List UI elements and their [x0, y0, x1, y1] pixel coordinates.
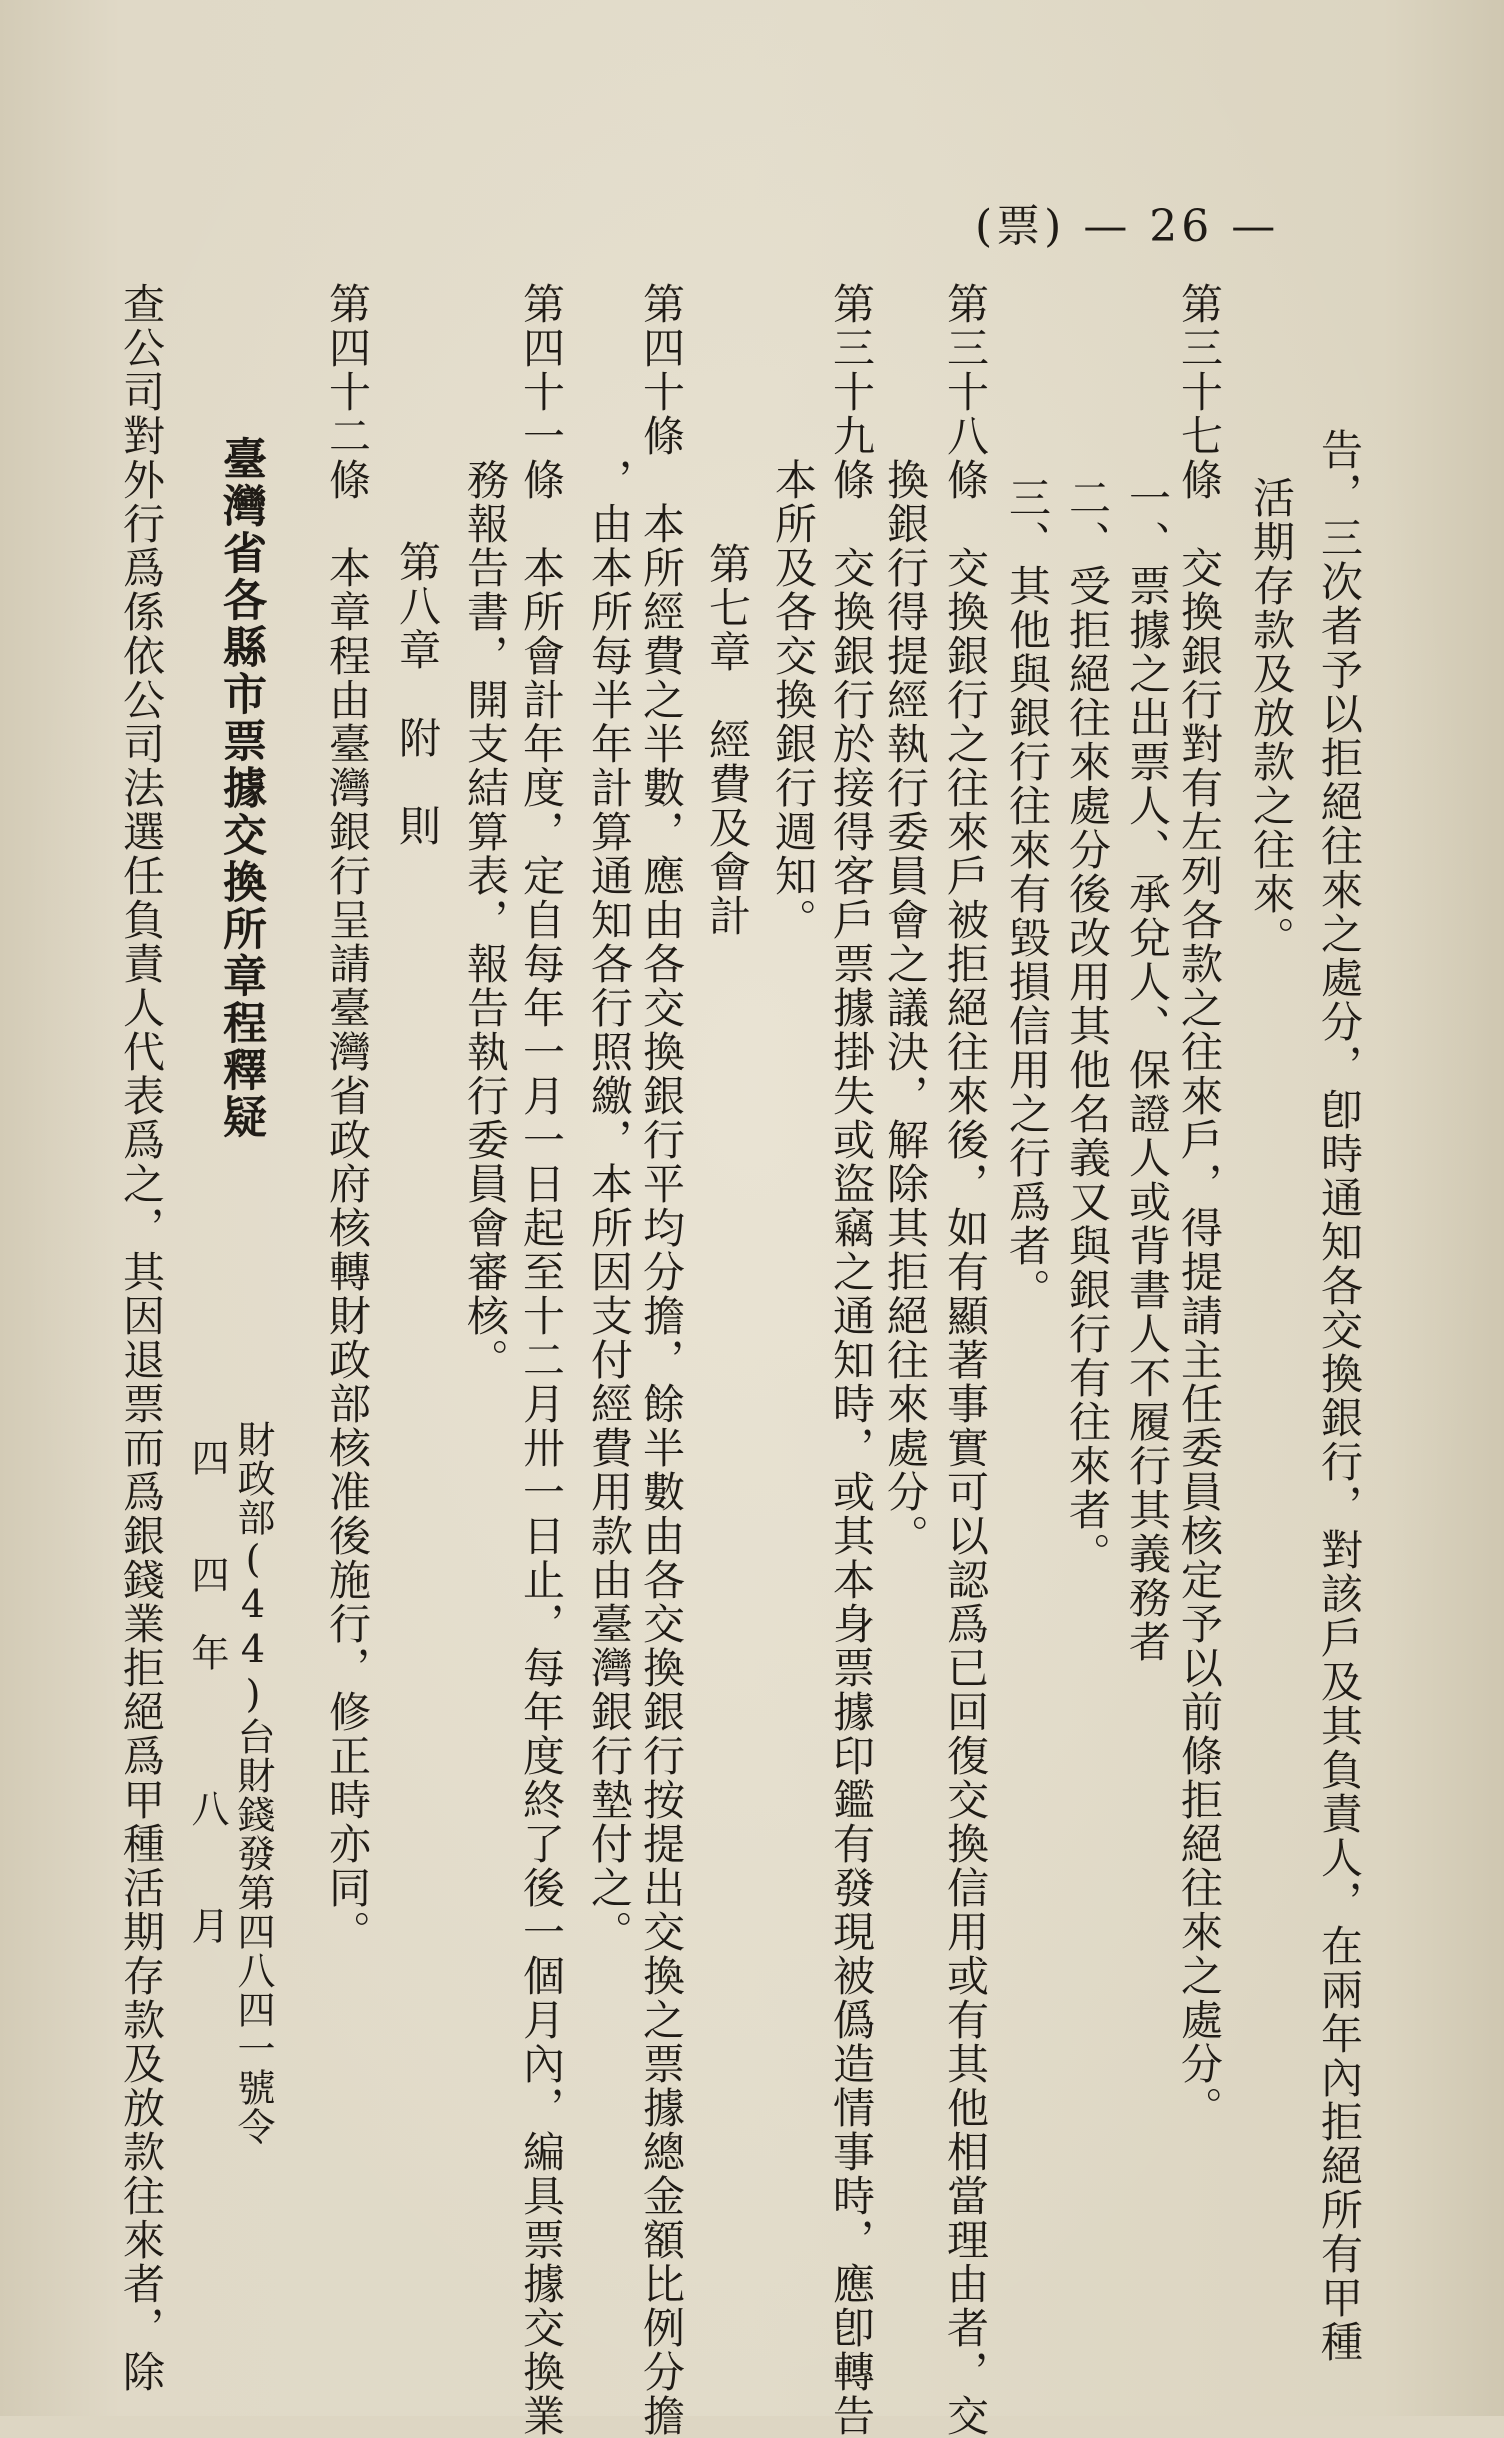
text-column: 務報告書，開支結算表，報告執行委員會審核。 — [461, 458, 510, 1382]
decree-date: 四 四 年 八 月 — [185, 1438, 229, 1945]
article-38: 第三十八條 交換銀行之往來戶被拒絕往來後，如有顯著事實可以認爲已回復交換信用或有其他相當理由者，交 — [941, 282, 990, 2438]
decree-reference: 財政部(44)台財錢發第四八四一號令 — [231, 1420, 275, 2146]
text-column: 活期存款及放款之往來。 — [1247, 476, 1296, 960]
page-header: (票) — 26 — — [975, 201, 1280, 252]
section-title: 臺灣省各縣市票據交換所章程釋疑 — [215, 436, 266, 1141]
article-42: 第四十二條 本章程由臺灣銀行呈請臺灣省政府核轉財政部核准後施行，修正時亦同。 — [323, 282, 372, 1954]
text-column: 本所及各交換銀行週知。 — [769, 458, 818, 942]
article-39: 第三十九條 交換銀行於接得客戶票據掛失或盜竊之通知時，或其本身票據印鑑有發現被僞造情事時，應卽轉告 — [827, 282, 876, 2438]
text-column: 查公司對外行爲係依公司法選任負責人代表爲之，其因退票而爲銀錢業拒絕爲甲種活期存款及放款往來者，除 — [117, 282, 166, 2394]
article-37-item-2: 二、受拒絕往來處分後改用其他名義又與銀行有往來者。 — [1063, 476, 1112, 1576]
article-37: 第三十七條 交換銀行對有左列各款之往來戶，得提請主任委員核定予以前條拒絕往來之處分。 — [1175, 282, 1224, 2130]
article-37-item-3: 三、其他與銀行往來有毀損信用之行爲者。 — [1003, 476, 1052, 1312]
article-41: 第四十一條 本所會計年度，定自每年一月一日起至十二月卅一日止，每年度終了後一個月內，編具票據交換業 — [517, 282, 566, 2438]
article-37-item-1: 一、票據之出票人、承兌人、保證人或背書人不履行其義務者 — [1123, 476, 1172, 1664]
text-column: 換銀行得提經執行委員會之議決，解除其拒絕往來處分。 — [881, 458, 930, 1558]
chapter-8-heading: 第八章 附 則 — [393, 540, 442, 848]
text-column: ，由本所每半年計算通知各行照繳，本所因支付經費用款由臺灣銀行墊付之。 — [585, 458, 634, 1954]
chapter-7-heading: 第七章 經費及會計 — [703, 542, 752, 938]
article-40: 第四十條 本所經費之半數，應由各交換銀行平均分擔，餘半數由各交換銀行按提出交換之票據總金額比例分擔 — [637, 282, 686, 2438]
text-column: 告，三次者予以拒絕往來之處分，卽時通知各交換銀行，對該戶及其負責人，在兩年內拒絕所有甲種 — [1315, 428, 1364, 2364]
